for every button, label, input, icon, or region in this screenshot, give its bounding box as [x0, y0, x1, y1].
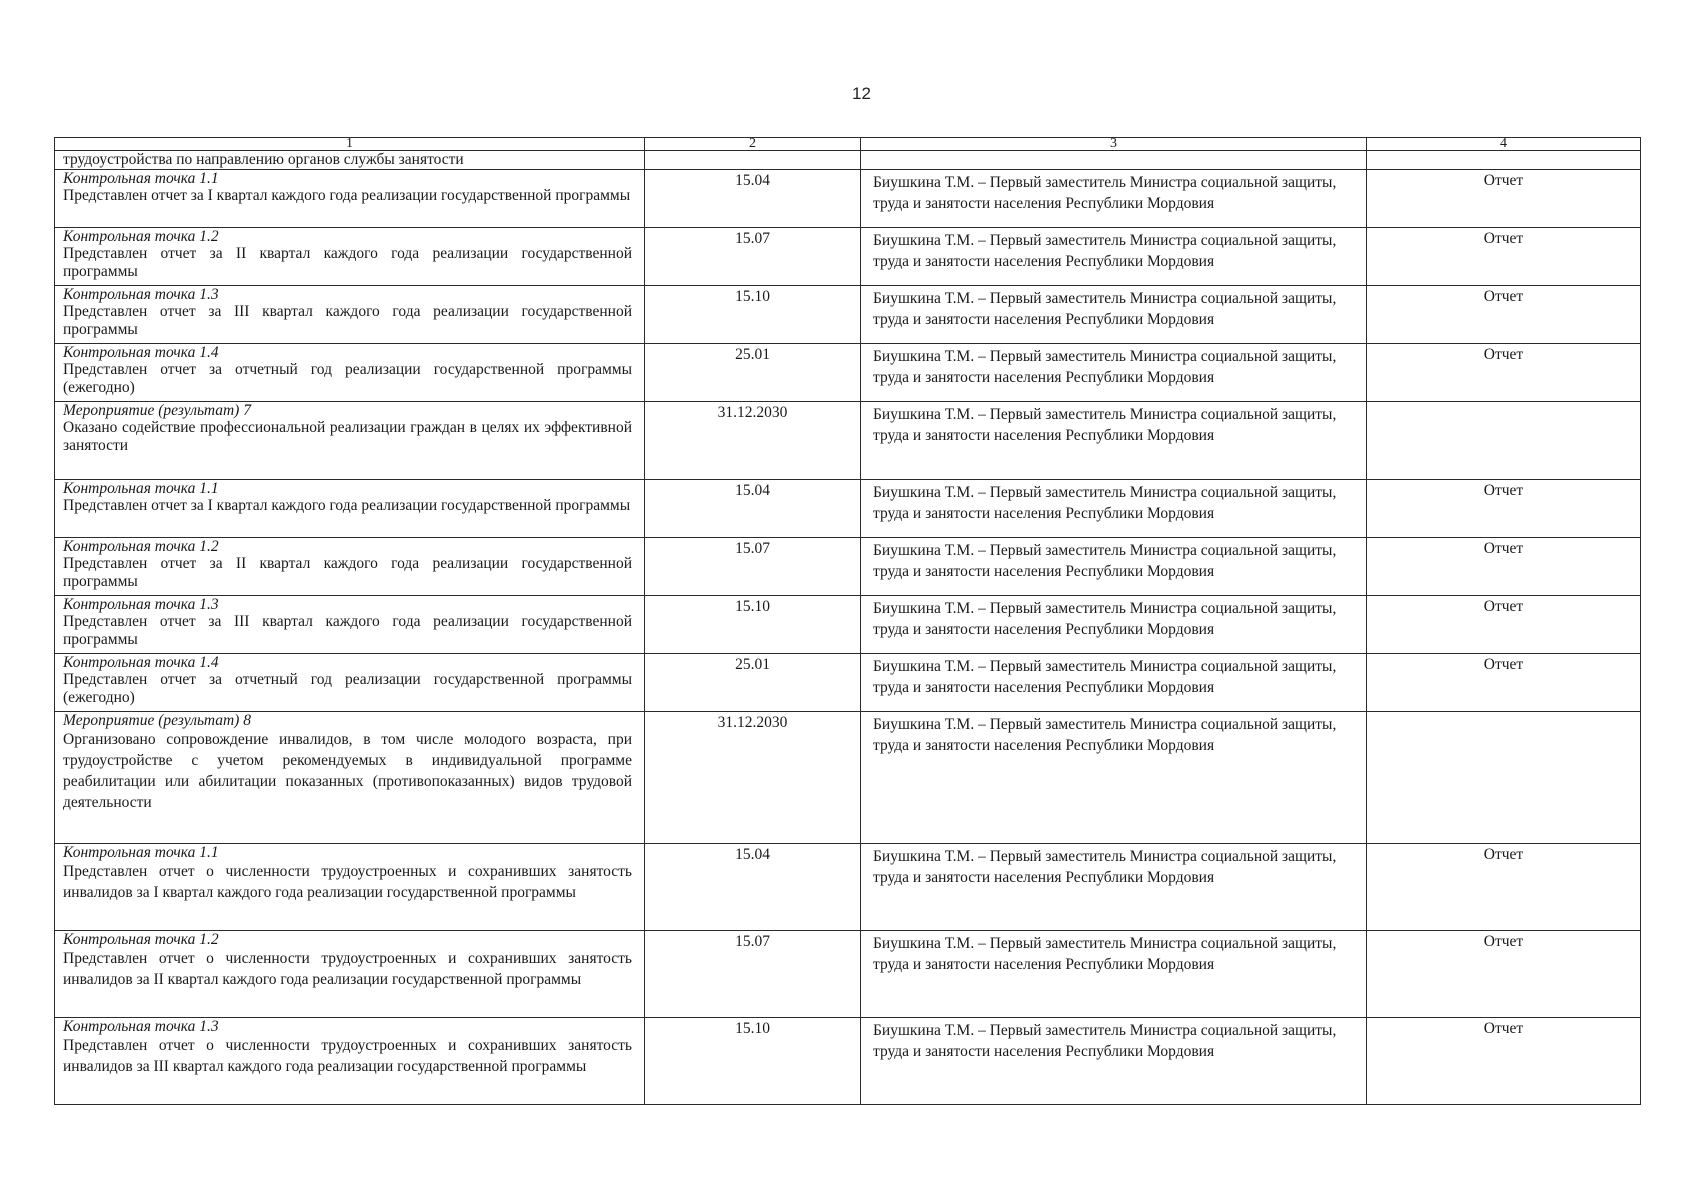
item-cell [55, 285, 645, 343]
document-type-cell: Отчет [1367, 1017, 1641, 1104]
responsible-cell: Биушкина Т.М. – Первый заместитель Министра социальной защиты, труда и занятости населения Республики Мордовия [861, 227, 1367, 285]
control-point-label: Контрольная точка 1.1 [63, 169, 219, 187]
column-number-row [55, 138, 1641, 151]
control-point-label: Контрольная точка 1.3 [63, 595, 219, 613]
due-date-cell: 25.01 [645, 343, 861, 401]
item-cell [55, 595, 645, 653]
item-description: Представлен отчет за I квартал каждого года реализации государственной программы [63, 187, 631, 204]
control-point-row [55, 1017, 1641, 1104]
item-cell [55, 930, 645, 1017]
due-date-cell: 15.04 [645, 169, 861, 227]
item-cell [55, 653, 645, 711]
due-date-cell: 15.07 [645, 537, 861, 595]
column-number-1: 1 [55, 138, 645, 151]
control-point-label: Контрольная точка 1.4 [63, 343, 219, 361]
document-type-cell: Отчет [1367, 930, 1641, 1017]
continuation-empty-cell [645, 151, 861, 170]
document-type-cell: Отчет [1367, 653, 1641, 711]
document-type-cell: Отчет [1367, 479, 1641, 537]
document-type-cell: Отчет [1367, 843, 1641, 930]
control-point-label: Контрольная точка 1.3 [63, 1017, 219, 1035]
responsible-cell: Биушкина Т.М. – Первый заместитель Министра социальной защиты, труда и занятости населения Республики Мордовия [861, 595, 1367, 653]
continuation-text: трудоустройства по направлению органов службы занятости [55, 151, 645, 170]
responsible-cell: Биушкина Т.М. – Первый заместитель Министра социальной защиты, труда и занятости населения Республики Мордовия [861, 1017, 1367, 1104]
control-point-label: Контрольная точка 1.2 [63, 227, 219, 245]
responsible-cell: Биушкина Т.М. – Первый заместитель Министра социальной защиты, труда и занятости населения Республики Мордовия [861, 479, 1367, 537]
event-label: Мероприятие (результат) 7 [63, 401, 251, 419]
responsible-cell: Биушкина Т.М. – Первый заместитель Министра социальной защиты, труда и занятости населения Республики Мордовия [861, 843, 1367, 930]
item-description: Представлен отчет за II квартал каждого года реализации государственной программы [63, 245, 632, 280]
item-description: Представлен отчет за отчетный год реализации государственной программы (ежегодно) [63, 671, 632, 706]
due-date-cell: 15.04 [645, 479, 861, 537]
control-point-label: Контрольная точка 1.4 [63, 653, 219, 671]
due-date-cell: 31.12.2030 [645, 401, 861, 479]
responsible-cell: Биушкина Т.М. – Первый заместитель Министра социальной защиты, труда и занятости населения Республики Мордовия [861, 930, 1367, 1017]
document-type-cell: Отчет [1367, 227, 1641, 285]
control-point-row [55, 343, 1641, 401]
continuation-row [55, 151, 1641, 170]
item-cell [55, 537, 645, 595]
item-description: Представлен отчет за отчетный год реализации государственной программы (ежегодно) [63, 361, 632, 396]
responsible-cell: Биушкина Т.М. – Первый заместитель Министра социальной защиты, труда и занятости населения Республики Мордовия [861, 401, 1367, 479]
item-cell [55, 169, 645, 227]
due-date-cell: 15.10 [645, 595, 861, 653]
document-type-cell: Отчет [1367, 343, 1641, 401]
control-point-row [55, 653, 1641, 711]
column-number-4: 4 [1367, 138, 1641, 151]
event-row [55, 711, 1641, 843]
responsible-cell: Биушкина Т.М. – Первый заместитель Министра социальной защиты, труда и занятости населения Республики Мордовия [861, 343, 1367, 401]
event-row [55, 401, 1641, 479]
due-date-cell: 31.12.2030 [645, 711, 861, 843]
control-point-row [55, 595, 1641, 653]
page-number: 12 [852, 84, 871, 103]
control-point-row [55, 930, 1641, 1017]
control-point-label: Контрольная точка 1.1 [63, 843, 219, 861]
continuation-empty-cell [1367, 151, 1641, 170]
due-date-cell: 25.01 [645, 653, 861, 711]
control-point-row [55, 479, 1641, 537]
column-number-3: 3 [861, 138, 1367, 151]
control-point-row [55, 169, 1641, 227]
document-type-cell: Отчет [1367, 595, 1641, 653]
control-point-row [55, 285, 1641, 343]
responsible-cell: Биушкина Т.М. – Первый заместитель Министра социальной защиты, труда и занятости населения Республики Мордовия [861, 169, 1367, 227]
item-description: Представлен отчет о численности трудоустроенных и сохранивших занятость инвалидов за I квартал каждого года реализации государственной программы [63, 863, 632, 901]
item-cell [55, 1017, 645, 1104]
item-description: Представлен отчет за III квартал каждого года реализации государственной программы [63, 613, 632, 648]
control-point-label: Контрольная точка 1.1 [63, 479, 219, 497]
item-cell [55, 843, 645, 930]
responsible-cell: Биушкина Т.М. – Первый заместитель Министра социальной защиты, труда и занятости населения Республики Мордовия [861, 285, 1367, 343]
responsible-cell: Биушкина Т.М. – Первый заместитель Министра социальной защиты, труда и занятости населения Республики Мордовия [861, 537, 1367, 595]
plan-table [54, 137, 1641, 1105]
due-date-cell: 15.04 [645, 843, 861, 930]
item-cell [55, 479, 645, 537]
control-point-row [55, 227, 1641, 285]
due-date-cell: 15.10 [645, 1017, 861, 1104]
item-description: Представлен отчет о численности трудоустроенных и сохранивших занятость инвалидов за III квартал каждого года реализации государственной программы [63, 1037, 632, 1075]
item-cell [55, 227, 645, 285]
item-cell [55, 343, 645, 401]
responsible-cell: Биушкина Т.М. – Первый заместитель Министра социальной защиты, труда и занятости населения Республики Мордовия [861, 711, 1367, 843]
control-point-label: Контрольная точка 1.2 [63, 537, 219, 555]
control-point-label: Контрольная точка 1.2 [63, 930, 219, 948]
control-point-row [55, 843, 1641, 930]
continuation-empty-cell [861, 151, 1367, 170]
due-date-cell: 15.07 [645, 227, 861, 285]
document-type-cell: Отчет [1367, 285, 1641, 343]
document-type-cell: Отчет [1367, 169, 1641, 227]
document-type-cell: Отчет [1367, 537, 1641, 595]
plan-table-body [55, 138, 1641, 1105]
document-type-cell [1367, 711, 1641, 843]
item-description: Представлен отчет за III квартал каждого года реализации государственной программы [63, 303, 632, 338]
due-date-cell: 15.10 [645, 285, 861, 343]
item-description: Организовано сопровождение инвалидов, в том числе молодого возраста, при трудоустройстве с учетом рекомендуемых в индивидуальной программе реабилитации или абилитации показанных (противопоказанных) видов трудовой деятельности [63, 731, 632, 811]
document-type-cell [1367, 401, 1641, 479]
control-point-label: Контрольная точка 1.3 [63, 285, 219, 303]
item-cell [55, 401, 645, 479]
item-cell [55, 711, 645, 843]
column-number-2: 2 [645, 138, 861, 151]
item-description: Представлен отчет о численности трудоустроенных и сохранивших занятость инвалидов за II квартал каждого года реализации государственной программы [63, 950, 632, 988]
item-description: Представлен отчет за I квартал каждого года реализации государственной программы [63, 497, 631, 514]
due-date-cell: 15.07 [645, 930, 861, 1017]
control-point-row [55, 537, 1641, 595]
responsible-cell: Биушкина Т.М. – Первый заместитель Министра социальной защиты, труда и занятости населения Республики Мордовия [861, 653, 1367, 711]
event-label: Мероприятие (результат) 8 [63, 711, 251, 729]
item-description: Оказано содействие профессиональной реализации граждан в целях их эффективной занятости [63, 419, 632, 454]
item-description: Представлен отчет за II квартал каждого года реализации государственной программы [63, 555, 632, 590]
